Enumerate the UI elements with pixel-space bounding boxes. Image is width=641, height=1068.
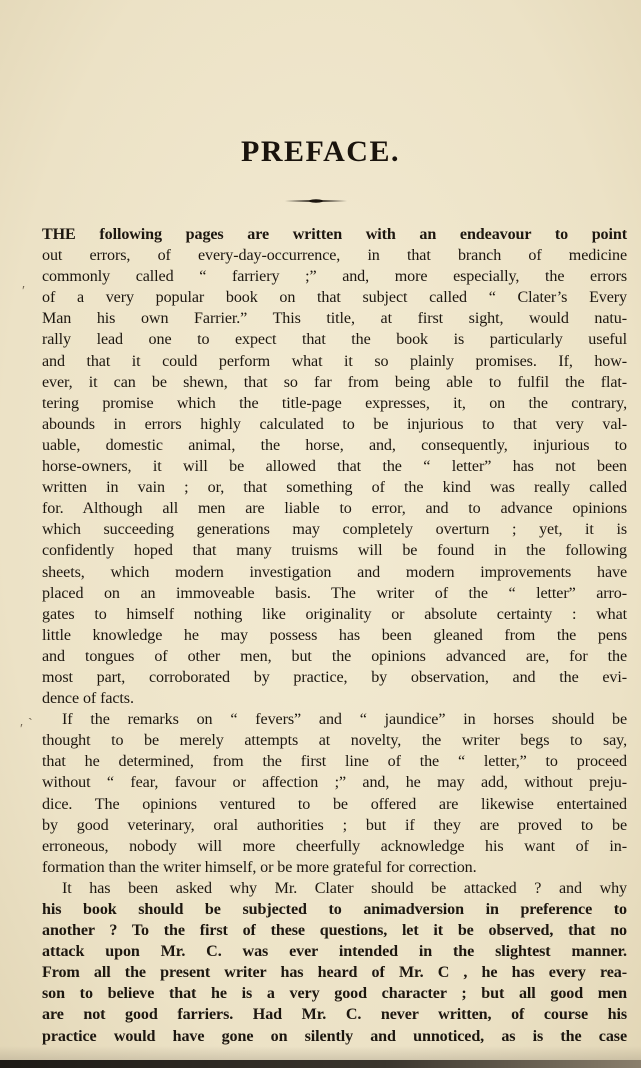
text-line: thought to be merely attempts at novelty, the writer begs to say, [42,732,627,750]
text-line: of a very popular book on that subject called “ Clater’s Every [42,289,627,307]
margin-mark: ′ [20,722,24,737]
text-line: confidently hoped that many truisms will be found in the following [42,542,627,560]
text-line: for. Although all men are liable to error, and to advance opinions [42,500,627,518]
text-line: little knowledge he may possess has been gleaned from the pens [42,626,627,644]
text-line: and tongues of other men, but the opinions advanced are, for the [42,647,627,665]
text-line: Man his own Farrier.” This title, at first sight, would natu- [42,310,627,328]
text-line: ever, it can be shewn, that so far from being able to fulfil the flat- [42,373,627,391]
text-line: another ? To the first of these questions, let it be observed, that no [42,922,627,940]
text-line: and that it could perform what it so plainly promises. If, how- [42,352,627,370]
preface-text [42,224,627,1047]
text-line: without “ fear, favour or affection ;” and, he may add, without preju- [42,774,627,792]
ornamental-rule [285,198,347,204]
text-line: attack upon Mr. C. was ever intended in the slightest manner. [42,943,627,961]
text-line: practice would have gone on silently and unnoticed, as is the case [42,1027,627,1045]
text-line: dence of facts. [42,690,134,708]
text-line: are not good farriers. Had Mr. C. never written, of course his [42,1006,627,1024]
text-line: out errors, of every-day-occurrence, in that branch of medicine [42,247,627,265]
text-line: It has been asked why Mr. Clater should be attacked ? and why [62,879,627,897]
text-line: uable, domestic animal, the horse, and, consequently, injurious to [42,436,627,454]
text-line: If the remarks on “ fevers” and “ jaundice” in horses should be [62,711,627,729]
margin-mark: ˏ [28,706,33,721]
text-line: most part, corroborated by practice, by observation, and the evi- [42,668,627,686]
page-edge [0,1060,641,1068]
text-line: which succeeding generations may completely overturn ; yet, it is [42,521,627,539]
text-line: From all the present writer has heard of Mr. C , he has every rea- [42,964,627,982]
text-line: commonly called “ farriery ;” and, more especially, the errors [42,268,627,286]
text-line: written in vain ; or, that something of the kind was really called [42,479,627,497]
text-line: son to believe that he is a very good character ; but all good men [42,985,627,1003]
text-line: rally lead one to expect that the book is particularly useful [42,331,627,349]
text-line: by good veterinary, oral authorities ; but if they are proved to be [42,816,627,834]
text-line: erroneous, nobody will more cheerfully acknowledge his want of in- [42,837,627,855]
text-line: tering promise which the title-page expresses, it, on the contrary, [42,394,627,412]
page-heading: PREFACE. [241,135,400,168]
text-line: dice. The opinions ventured to be offered are likewise entertained [42,795,627,813]
text-line: that he determined, from the first line of the “ letter,” to proceed [42,753,627,771]
text-line: THE following pages are written with an endeavour to point [42,226,627,243]
text-line: sheets, which modern investigation and modern improvements have [42,563,627,581]
margin-mark: ′ [22,284,26,299]
text-line: his book should be subjected to animadversion in preference to [42,901,627,918]
text-line: abounds in errors highly calculated to be injurious to that very val- [42,415,627,433]
text-line: horse-owners, it will be allowed that the “ letter” has not been [42,458,627,476]
text-line: formation than the writer himself, or be more grateful for correction. [42,858,477,876]
text-line: gates to himself nothing like originality or absolute certainty : what [42,605,627,623]
text-line: placed on an immoveable basis. The writer of the “ letter” arro- [42,584,627,602]
page-shadow [0,1046,641,1060]
